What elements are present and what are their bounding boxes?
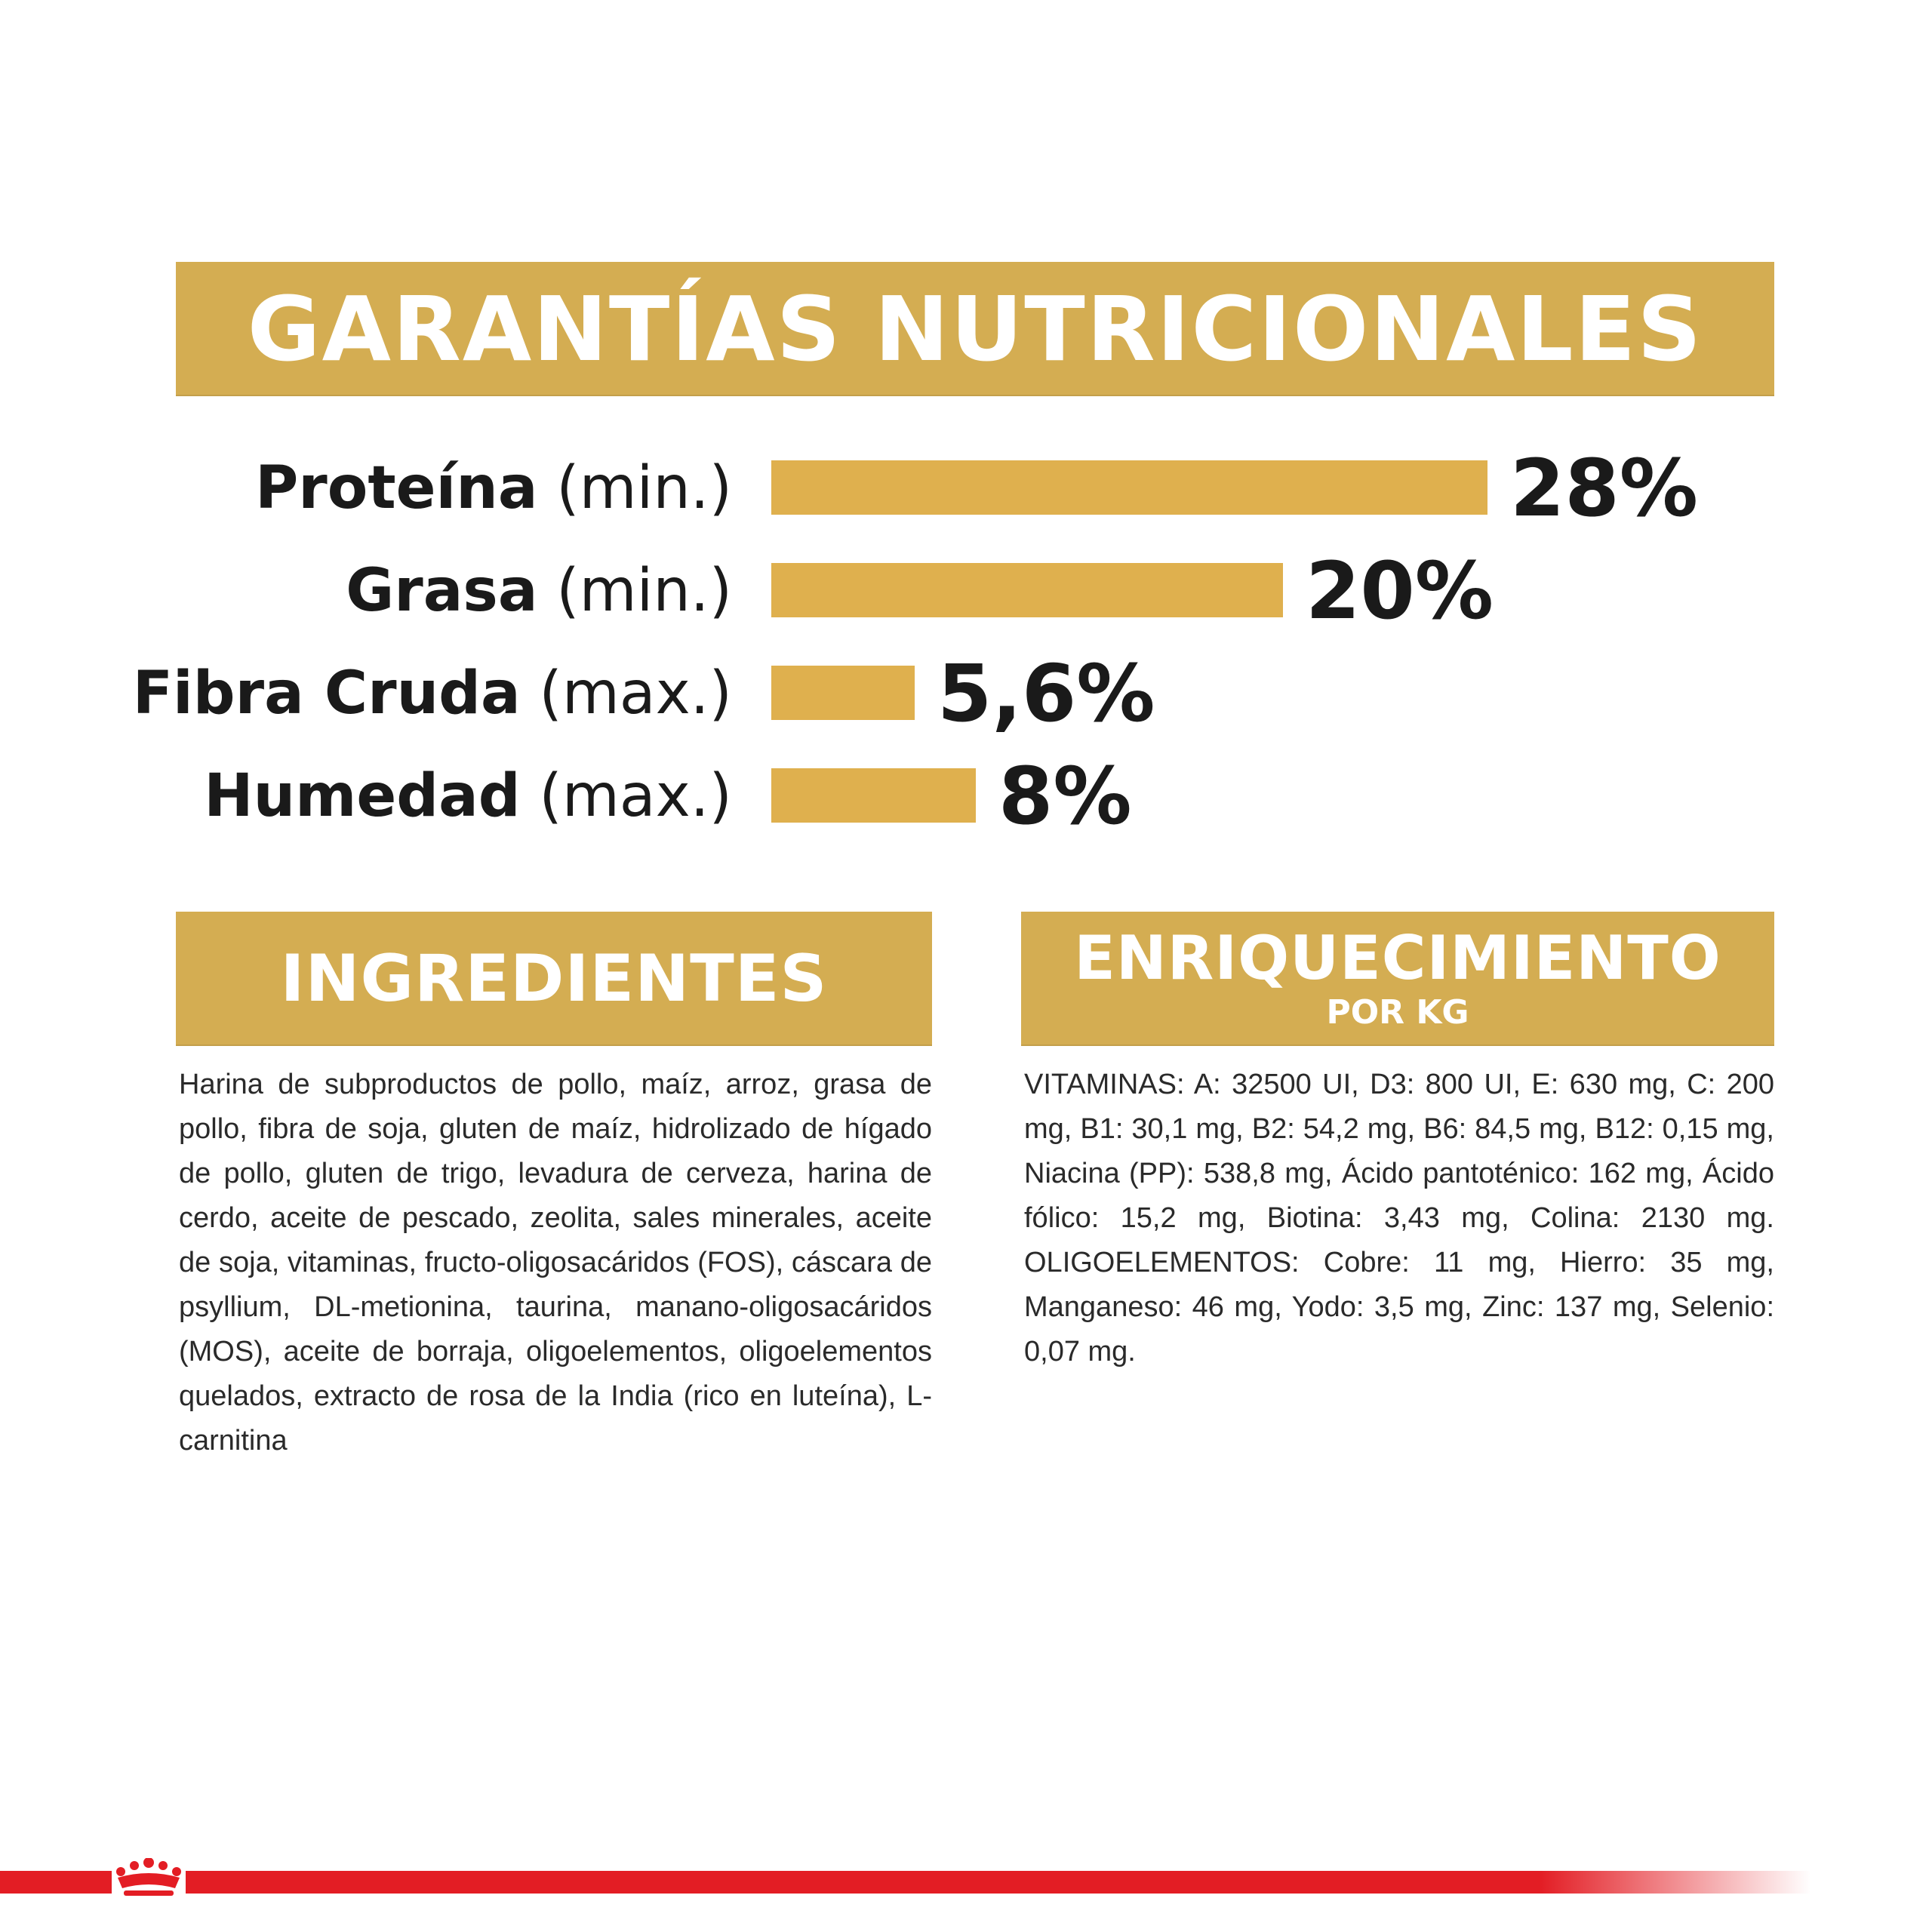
footer-stripe bbox=[0, 1871, 1811, 1894]
nutrient-qualifier: (min.) bbox=[556, 454, 732, 522]
nutrient-qualifier: (min.) bbox=[556, 557, 732, 625]
nutrient-row-fat bbox=[0, 545, 1932, 637]
nutrient-qualifier: (max.) bbox=[539, 660, 732, 728]
enrichment-title: ENRIQUECIMIENTO bbox=[1074, 923, 1721, 993]
ingredients-text: Harina de subproductos de pollo, maíz, arroz, grasa de pollo, fibra de soja, gluten de maíz, hidrolizado de hígado de pollo, gluten de trigo, levadura de cerveza, harina de cerdo, aceite de pescado, zeolita, sales minerales, aceite de soja, vitaminas, fructo-oligosacáridos (FOS), cáscara de psyllium, DL-metionina, taurina, manano-oligosacáridos (MOS), aceite de borraja, oligoelementos, oligoelementos quelados, extracto de rosa de la India (rico en luteína), L-carnitina bbox=[179, 1069, 932, 1457]
nutrient-row-protein bbox=[0, 442, 1932, 534]
enrichment-text: VITAMINAS: A: 32500 UI, D3: 800 UI, E: 630 mg, C: 200 mg, B1: 30,1 mg, B2: 54,2 mg, B6: 84,5 mg, B12: 0,15 mg, Niacina (PP): 538,8 mg, Ácido pantoténico: 162 mg, Ácido fólico: 15,2 mg, Biotina: 3,43 mg, Colina: 2130 mg. OLIGOELEMENTOS: Cobre: 11 mg, Hierro: 35 mg, Manganeso: 46 mg, Yodo: 3,5 mg, Zinc: 137 mg, Selenio: 0,07 mg. bbox=[1024, 1069, 1774, 1367]
nutrition-title-banner bbox=[176, 262, 1774, 396]
crown-icon bbox=[112, 1858, 186, 1900]
nutrient-label bbox=[255, 454, 732, 522]
nutrient-name: Grasa bbox=[346, 557, 538, 625]
nutrient-value: 20% bbox=[1306, 545, 1494, 637]
nutrient-name: Fibra Cruda bbox=[132, 660, 521, 728]
ingredients-title: INGREDIENTES bbox=[280, 941, 828, 1017]
nutrient-row-moisture bbox=[0, 750, 1932, 842]
ingredients-banner bbox=[176, 912, 932, 1046]
nutrient-label bbox=[346, 557, 732, 625]
nutrient-value: 5,6% bbox=[937, 648, 1155, 740]
nutrient-bar bbox=[771, 460, 1487, 515]
nutrient-qualifier: (max.) bbox=[539, 762, 732, 830]
nutrient-name: Humedad bbox=[204, 762, 521, 830]
nutrient-label bbox=[133, 660, 732, 728]
nutrient-value: 8% bbox=[998, 750, 1132, 842]
enrichment-subtitle: POR KG bbox=[1326, 993, 1469, 1032]
nutrient-bar bbox=[771, 666, 915, 720]
nutrient-value: 28% bbox=[1510, 442, 1698, 534]
nutrition-title: GARANTÍAS NUTRICIONALES bbox=[247, 277, 1703, 381]
enrichment-banner bbox=[1021, 912, 1774, 1046]
nutrient-bar bbox=[771, 768, 976, 823]
nutrient-bar bbox=[771, 563, 1283, 617]
nutrient-label bbox=[204, 762, 732, 830]
nutrient-row-fiber bbox=[0, 648, 1932, 740]
nutrient-name: Proteína bbox=[255, 454, 538, 522]
